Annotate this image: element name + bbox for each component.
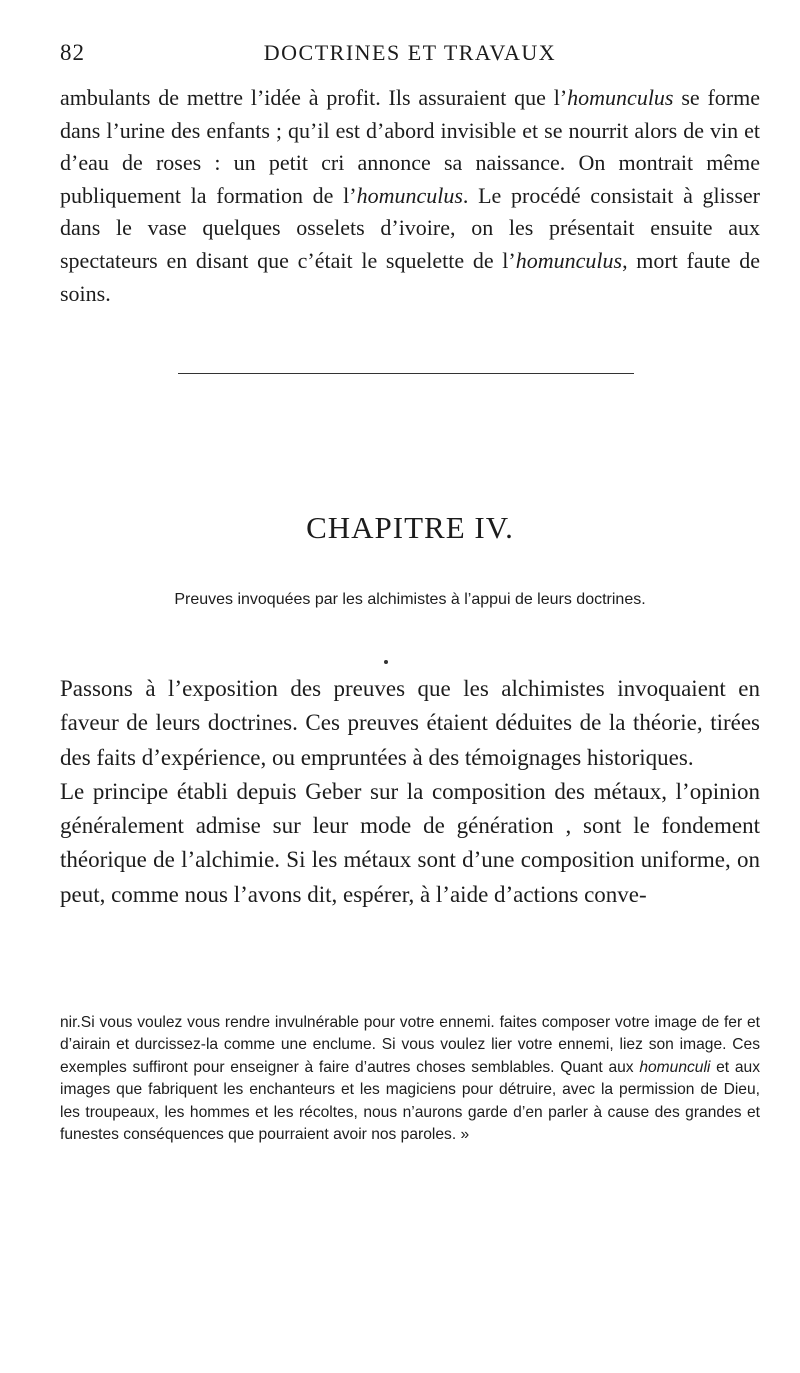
text-run: . Le procédé consistait à glisser dans le vase quelques osselets d’ivoire, on les présentait ensuite aux spectateurs en disant que c’était le squelette de l’ <box>60 182 760 273</box>
paragraph: Passons à l’exposition des preuves que les alchimistes invoquaient en faveur de leurs doctrines. Ces preuves étaient déduites de la théorie, tirées des faits d’expérience, ou empruntées à des témoignages historiques. <box>60 676 760 770</box>
chapter-title: CHAPITRE IV. <box>306 510 514 545</box>
chapter-subtitle: Preuves invoquées par les alchimistes à l’appui de leurs doctrines. <box>174 591 646 608</box>
page-number: 82 <box>60 40 85 65</box>
chapter-body <box>60 672 760 912</box>
italic-term: homunculi <box>639 1058 711 1076</box>
text-run: ambulants de mettre l’idée à profit. Ils assuraient que l’ <box>60 85 568 110</box>
running-title: DOCTRINES ET TRAVAUX <box>263 40 557 65</box>
paragraph <box>60 82 760 310</box>
footnote-text <box>60 1012 760 1146</box>
paragraph: Le principe établi depuis Geber sur la composition des métaux, l’opinion généralement admise sur leur mode de génération , sont le fondement théorique de l’alchimie. Si les métaux sont d’une composition uniforme, on peut, comme nous l’avons dit, espérer, à l’aide d’actions conve- <box>60 778 760 907</box>
text-run: et aux images que fabriquent les enchanteurs et les magiciens pour détruire, avec la permission de Dieu, les troupeaux, les hommes et les récoltes, nous n’aurons garde d’en parler à cause des grandes et funestes conséquences que pourraient avoir nos paroles. » <box>60 1058 760 1144</box>
text-run: nir.Si vous voulez vous rendre invulnérable pour votre ennemi. faites composer votre image de fer et d’airain et durcissez-la comme une enclume. Si vous voulez lier votre ennemi, liez son image. Ces exemples suffiront pour enseigner à faire d’autres choses semblables. Quant aux <box>60 1014 760 1076</box>
ink-dot <box>384 660 388 664</box>
continued-paragraph <box>60 82 760 310</box>
italic-term: homunculus <box>515 247 623 273</box>
italic-term: homunculus <box>567 85 674 110</box>
italic-term: homunculus <box>356 182 463 208</box>
section-divider <box>178 373 634 374</box>
footnote <box>60 1012 760 1146</box>
running-header <box>60 40 760 70</box>
text-run: , mort faute de soins. <box>60 247 760 306</box>
text-run: se forme dans l’urine des enfants ; qu’il est d’abord invisible et se nourrit alors de vin et d’eau de roses : un petit cri annonce sa naissance. On montrait même publiquement la formation de l’ <box>60 85 760 208</box>
